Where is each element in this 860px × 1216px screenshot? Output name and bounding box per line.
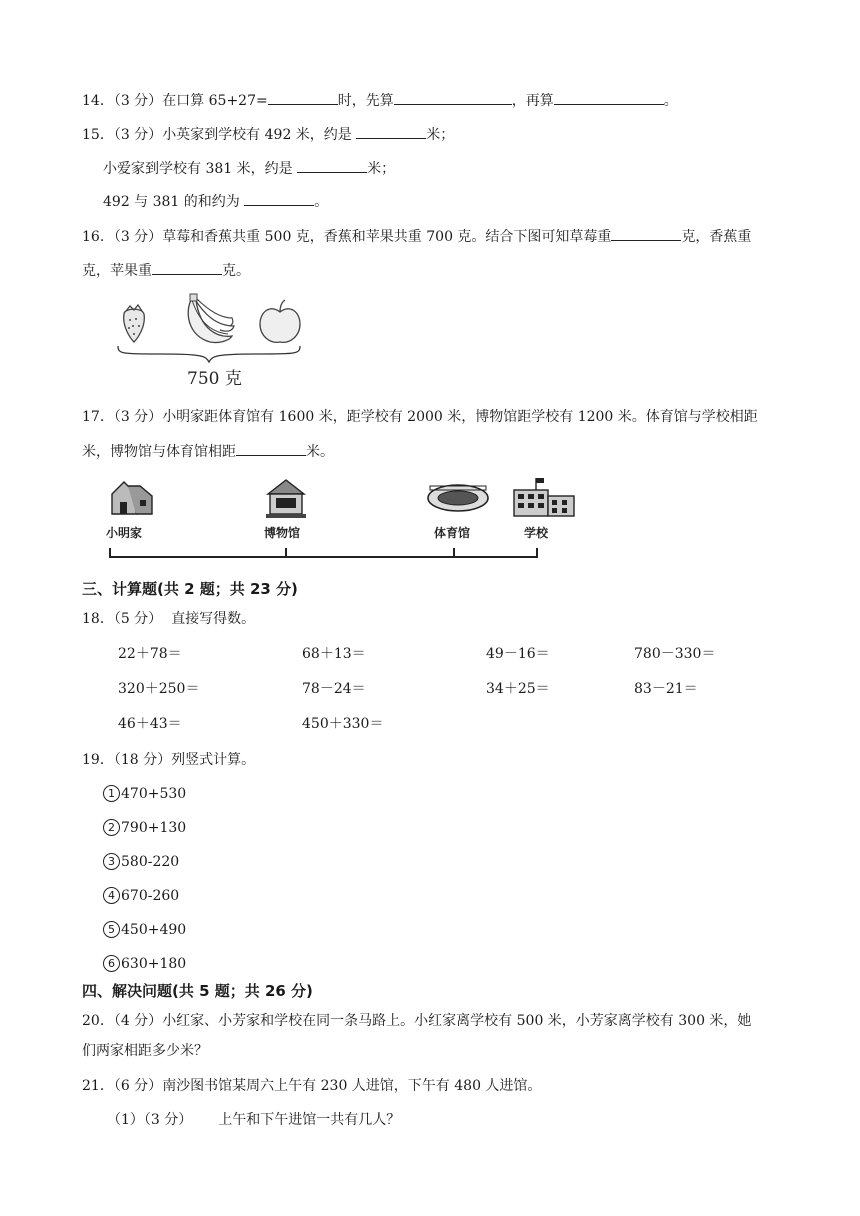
curly-brace: [118, 346, 300, 362]
calc-expression: 450+490: [121, 922, 187, 938]
question-text: 草莓和香蕉共重 500 克，香蕉和苹果共重 700 克。结合下图可知草莓重: [162, 229, 612, 245]
question-21: [82, 1076, 541, 1096]
vertical-calc-item: [103, 920, 186, 940]
museum-icon: [266, 480, 306, 518]
mental-math-item: 83－21＝: [634, 681, 698, 697]
answer-blank[interactable]: [236, 441, 306, 456]
calc-expression: 580-220: [121, 854, 180, 870]
question-17: [82, 407, 758, 427]
question-text: 克，香蕉重: [681, 229, 752, 245]
question-text: 克。: [222, 263, 250, 279]
question-text: 列竖式计算。: [171, 752, 256, 768]
circled-number: 1: [103, 785, 120, 802]
strawberry-icon: [124, 305, 145, 342]
calc-expression: 670-260: [121, 888, 180, 904]
question-16-line-2: [82, 260, 250, 281]
calc-expression: 790+130: [121, 820, 187, 836]
vertical-calc-item: [103, 818, 186, 838]
map-label-school: 学校: [524, 526, 549, 540]
question-score: （3 分）: [113, 93, 163, 109]
answer-blank[interactable]: [268, 90, 338, 105]
answer-blank[interactable]: [297, 158, 367, 173]
mental-math-item: 780－330＝: [634, 646, 716, 662]
question-21-sub-1: [107, 1110, 400, 1130]
question-15: [82, 124, 454, 145]
question-text: 小英家到学校有 492 米，约是: [162, 127, 357, 143]
question-14: [82, 90, 678, 111]
mental-math-item: 49－16＝: [486, 646, 550, 662]
circled-number: 5: [103, 921, 120, 938]
fruit-weight-figure: [112, 292, 308, 390]
circled-number: 2: [103, 819, 120, 836]
answer-blank[interactable]: [394, 90, 512, 105]
circled-number: 6: [103, 955, 120, 972]
question-number: 17．: [82, 409, 114, 425]
question-text: 直接写得数。: [171, 611, 256, 627]
circled-number: 4: [103, 887, 120, 904]
calc-expression: 630+180: [121, 956, 187, 972]
question-text: 南沙图书馆某周六上午有 230 人进馆，下午有 480 人进馆。: [162, 1078, 542, 1094]
answer-blank[interactable]: [611, 226, 681, 241]
question-text: 小红家、小芳家和学校在同一条马路上。小红家离学校有 500 米，小芳家离学校有 300 米，她: [162, 1013, 752, 1029]
question-15-line-3: [103, 191, 328, 212]
sub-question-number: （1）: [107, 1112, 144, 1128]
question-text: 在口算 65+27=: [162, 93, 268, 109]
question-number: 20．: [82, 1013, 114, 1029]
vertical-calc-item: [103, 852, 179, 872]
section-heading: 三、计算题(共 2 题；共 23 分): [82, 580, 298, 598]
mental-math-item: 78－24＝: [302, 681, 366, 697]
school-icon: [514, 478, 574, 516]
question-text: 492 与 381 的和约为: [103, 194, 245, 210]
mental-math-item: 68＋13＝: [302, 646, 366, 662]
answer-blank[interactable]: [356, 124, 426, 139]
mental-math-item: 320＋250＝: [118, 681, 200, 697]
question-20-line-2: 们两家相距多少米？: [82, 1043, 208, 1059]
apple-icon: [260, 300, 300, 342]
question-16: [82, 226, 751, 247]
question-text: 小明家距体育馆有 1600 米，距学校有 2000 米，博物馆距学校有 1200 米。体育馆与学校相距: [162, 409, 758, 425]
question-18: [82, 609, 255, 629]
question-text: 小爱家到学校有 381 米，约是: [103, 161, 298, 177]
map-label-stadium: 体育馆: [434, 526, 471, 540]
house-icon: [112, 482, 152, 514]
calc-expression: 470+530: [121, 786, 187, 802]
answer-blank[interactable]: [554, 90, 664, 105]
question-text: 上午和下午进馆一共有几人？: [218, 1112, 401, 1128]
section-heading: 四、解决问题(共 5 题；共 26 分): [82, 982, 313, 1000]
question-text: 米。: [306, 444, 334, 460]
stadium-icon: [428, 485, 488, 511]
question-score: （3 分）: [113, 409, 163, 425]
question-text: 米；: [426, 127, 455, 143]
question-score: （3 分）: [143, 1112, 193, 1128]
question-text: 米，博物馆与体育馆相距: [82, 444, 236, 460]
mental-math-item: 450＋330＝: [302, 716, 384, 732]
answer-blank[interactable]: [152, 260, 222, 275]
mental-math-item: 46＋43＝: [118, 716, 182, 732]
question-score: （18 分）: [113, 752, 172, 768]
mental-math-item: 34＋25＝: [486, 681, 550, 697]
question-number: 21．: [82, 1078, 114, 1094]
circled-number: 3: [103, 853, 120, 870]
mental-math-item: 22＋78＝: [118, 646, 182, 662]
vertical-calc-item: [103, 954, 186, 974]
question-text: 。: [663, 93, 678, 109]
map-label-xiaoming-home: 小明家: [106, 526, 143, 540]
question-score: （3 分）: [113, 229, 163, 245]
question-17-line-2: [82, 441, 334, 462]
question-number: 19．: [82, 752, 114, 768]
question-text: 克，苹果重: [82, 263, 152, 279]
question-score: （4 分）: [113, 1013, 163, 1029]
question-score: （5 分）: [113, 611, 163, 627]
vertical-calc-item: [103, 886, 179, 906]
question-text: 米；: [367, 161, 396, 177]
vertical-calc-item: [103, 784, 186, 804]
question-text: 。: [314, 194, 329, 210]
figure-total-label: 750 克: [187, 369, 242, 389]
question-number: 15．: [82, 127, 114, 143]
question-15-line-2: [103, 158, 395, 179]
question-text: ，再算: [511, 93, 554, 109]
question-number: 16．: [82, 229, 114, 245]
question-19: [82, 750, 255, 770]
question-text: 时，先算: [337, 93, 394, 109]
question-score: （3 分）: [113, 127, 163, 143]
question-number: 18．: [82, 611, 114, 627]
answer-blank[interactable]: [244, 191, 314, 206]
banana-icon: [188, 294, 234, 343]
question-20: [82, 1011, 751, 1031]
route-map-figure: [100, 474, 590, 566]
question-number: 14．: [82, 93, 114, 109]
map-label-museum: 博物馆: [264, 526, 301, 540]
question-score: （6 分）: [113, 1078, 163, 1094]
